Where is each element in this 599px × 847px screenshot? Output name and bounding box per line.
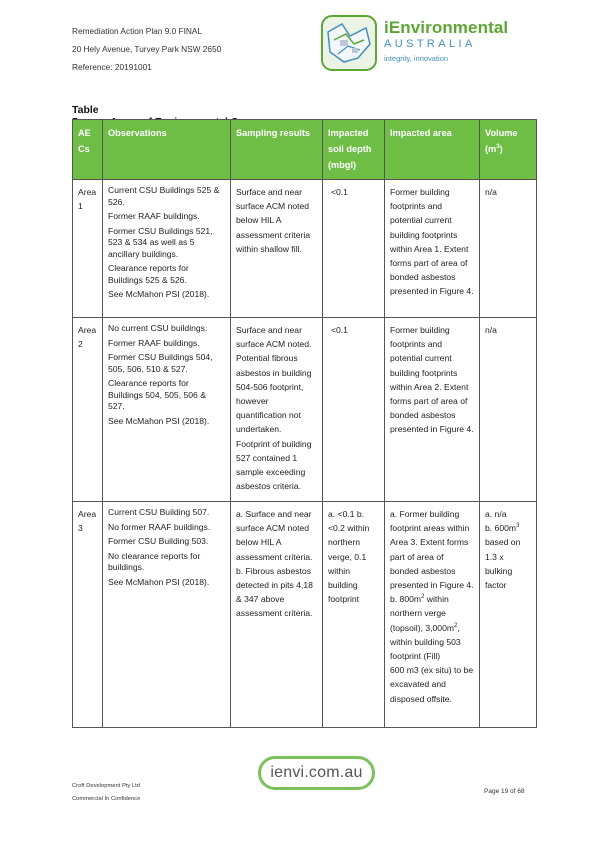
header-impacted-depth: Impacted soil depth (mbgl)	[323, 120, 385, 180]
table-row-area-2	[73, 318, 537, 502]
map-logo-icon	[320, 14, 378, 72]
cell-observations: No current CSU buildings. Former RAAF buildings. Former CSU Buildings 504, 505, 506, 510 & 527. Clearance reports for Buildings 504, 505, 506 & 527. See McMahon PSI (2018).	[103, 318, 231, 502]
aec-table	[72, 119, 537, 728]
cell-volume: a. n/a b. $600m^3$ based on 1.3 x bulking factor	[480, 502, 537, 728]
cell-aec: Area 3	[73, 502, 103, 728]
logo-brand-text: iEnvironmental	[384, 18, 509, 37]
footer-left	[72, 780, 140, 806]
footer-website-badge[interactable]: ienvi.com.au	[258, 756, 375, 790]
logo-sub-text: AUSTRALIA	[384, 38, 476, 50]
logo-tagline: integrity, innovation	[384, 54, 449, 63]
header-aecs: AE Cs	[73, 120, 103, 180]
cell-sampling-results: Surface and near surface ACM noted below HIL A assessment criteria within shallow fill.	[231, 180, 323, 318]
header-observations: Observations	[103, 120, 231, 180]
footer-company: Croft Development Pty Ltd	[72, 783, 140, 789]
cell-impacted-depth: <0.1	[323, 180, 385, 318]
cell-sampling-results: a. Surface and near surface ACM noted below HIL A assessment criteria. b. Fibrous asbestos detected in pits 4,18 & 347 above assessment criteria.	[231, 502, 323, 728]
table-row-area-3	[73, 502, 537, 728]
header-volume: Volume $(m^3)$	[480, 120, 537, 180]
table-number: Table	[72, 104, 99, 116]
cell-aec: Area 1	[73, 180, 103, 318]
cell-volume: n/a	[480, 318, 537, 502]
page-number: Page 19 of 68	[484, 788, 525, 795]
header-sampling-results: Sampling results	[231, 120, 323, 180]
table-header-row	[73, 120, 537, 180]
cell-impacted-area: Former building footprints and potential current building footprints within Area 2. Extent forms part of area of bonded asbestos presented in Figure 4.	[385, 318, 480, 502]
footer-confidentiality: Commercial In Confidence	[72, 796, 141, 802]
cell-sampling-results: Surface and near surface ACM noted. Potential fibrous asbestos in building 504-506 footprint, however quantification not undertaken. Footprint of building 527 contained 1 sample exceeding asbestos criteria.	[231, 318, 323, 502]
cell-impacted-area: a. Former building footprint areas within Area 3. Extent forms part of area of bonded asbestos presented in Figure 4. b. $800m^2$ within northern verge (topsoil), $3,000m^2$, within building 503 footprint (Fill) 600 m3 (ex situ) to be excavated and disposed offsite.	[385, 502, 480, 728]
cell-observations: Current CSU Buildings 525 & 526. Former RAAF buildings. Former CSU Buildings 521, 523 & 534 as well as 5 ancillary buildings. Clearance reports for Buildings 525 & 526. See McMahon PSI (2018).	[103, 180, 231, 318]
cell-impacted-depth: <0.1	[323, 318, 385, 502]
header-line-title: Remediation Action Plan 9.0 FINAL	[72, 26, 203, 36]
cell-aec: Area 2	[73, 318, 103, 502]
document-header	[72, 22, 221, 76]
cell-observations: Current CSU Building 507. No former RAAF buildings. Former CSU Building 503. No clearance reports for buildings. See McMahon PSI (2018).	[103, 502, 231, 728]
cell-impacted-depth: a. <0.1 b. <0.2 within northern verge, 0.1 within building footprint	[323, 502, 385, 728]
company-logo	[320, 14, 509, 72]
header-line-address: 20 Hely Avenue, Turvey Park NSW 2650	[72, 44, 222, 54]
cell-impacted-area: Former building footprints and potential current building footprints within Area 1. Extent forms part of area of bonded asbestos presented in Figure 4.	[385, 180, 480, 318]
header-line-reference: Reference: 20191001	[72, 62, 152, 72]
table-row-area-1	[73, 180, 537, 318]
cell-volume: n/a	[480, 180, 537, 318]
header-impacted-area: Impacted area	[385, 120, 480, 180]
